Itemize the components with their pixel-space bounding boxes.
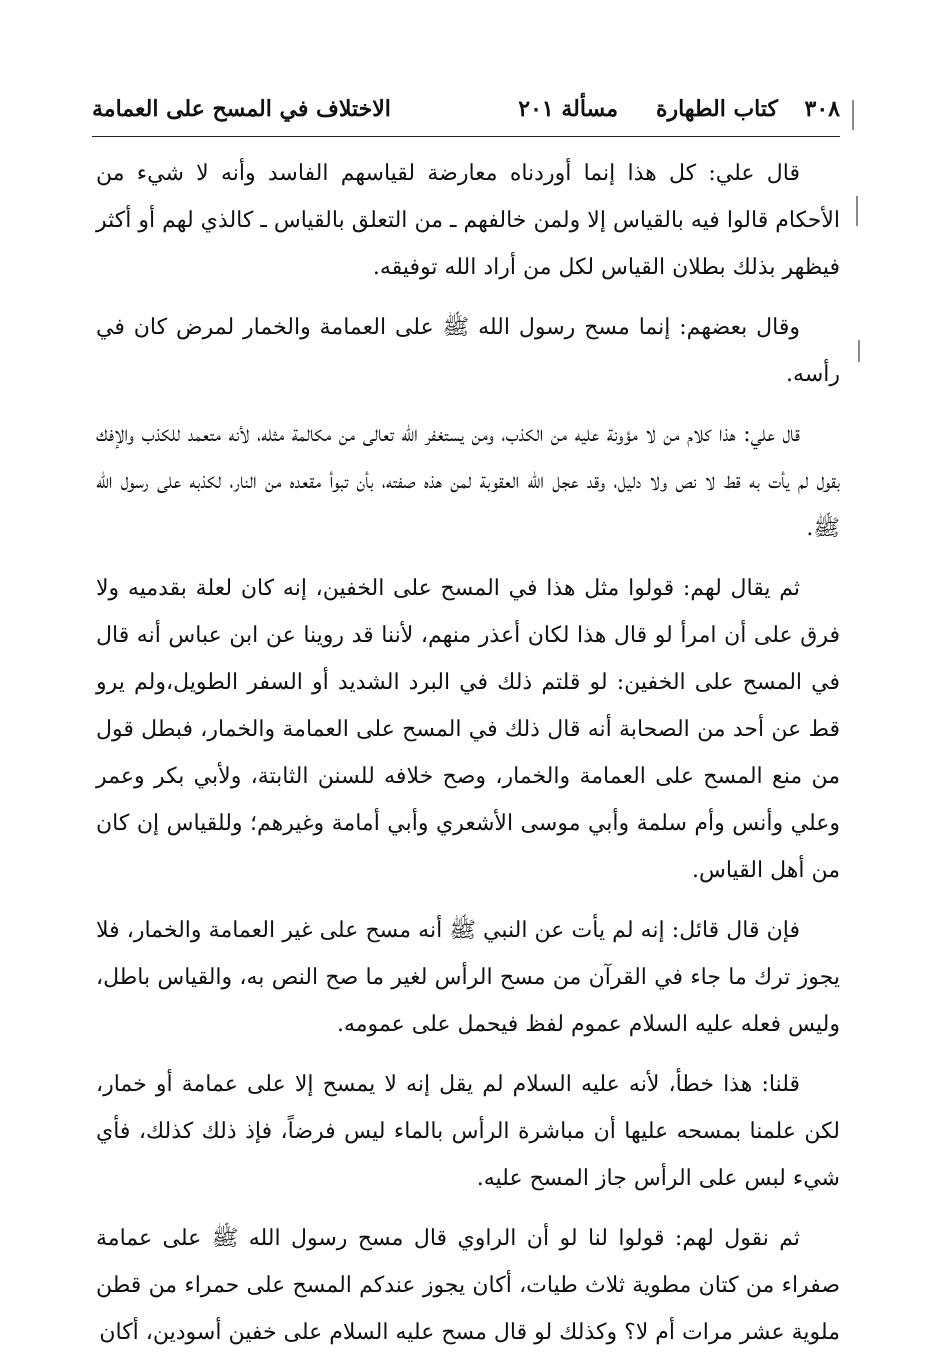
chapter-topic: الاختلاف في المسح على العمامة [92,96,391,122]
margin-mark [852,100,854,130]
paragraph: قال علي: كل هذا إنما أوردناه معارضة لقياسهم الفاسد وأنه لا شيء من الأحكام قالوا فيه بالقياس إلا ولمن خالفهم ـ من التعلق بالقياس ـ كالذي لهم أو أكثر فيظهر بذلك بطلان القياس لكل من أراد الله توفيقه. [96,161,840,280]
header-rule [92,136,840,137]
margin-mark [856,196,858,226]
paragraph: ثم يقال لهم: قولوا مثل هذا في المسح على الخفين، إنه كان لعلة بقدميه ولا فرق على أن امرأ لو قال هذا لكان أعذر منهم، لأننا قد روينا عن ابن عباس أنه قال في المسح على الخفين: لو قلتم ذلك في البرد الشديد أو السفر الطويل،ولم يرو قط عن أحد من الصحابة أنه قال ذلك في المسح على العمامة والخمار، فبطل قول من منع المسح على العمامة والخمار، وصح خلافه للسنن الثابتة، ولأبي بكر وعمر وعلي وأنس وأم سلمة وأبي موسى الأشعري وأبي أمامة وغيرهم؛ وللقياس إن كان من أهل القياس. [96,576,840,883]
paragraph: قال علي: هذا كلام من لا مؤونة عليه من الكذب، ومن يستغفر الله تعالى من مكالمة مثله، لأنه متعمد للكذب والإفك بقول لم يأت به قط لا نص ولا دليل، وقد عجل الله العقوبة لمن هذه صفته، بأن تبوأ مقعده من النار، لكذبه على رسول الله ﷺ. [96,422,840,541]
margin-mark [858,340,860,362]
paragraph: فإن قال قائل: إنه لم يأت عن النبي ﷺ أنه مسح على غير العمامة والخمار، فلا يجوز ترك ما جاء في القرآن من مسح الرأس لغير ما صح النص به، والقياس باطل، وليس فعله عليه السلام عموم لفظ فيحمل على عمومه. [96,918,840,1037]
book-title: كتاب الطهارة [655,96,778,122]
page-number: ٣٠٨ [804,96,840,122]
paragraph: وقال بعضهم: إنما مسح رسول الله ﷺ على العمامة والخمار لمرض كان في رأسه. [96,315,840,387]
paragraph: قلنا: هذا خطأ، لأنه عليه السلام لم يقل إنه لا يمسح إلا على عمامة أو خمار، لكن علمنا بمسحه عليها أن مباشرة الرأس بالماء ليس فرضاً، فإذ ذلك كذلك، فأي شيء لبس على الرأس جاز المسح عليه. [96,1072,840,1191]
paragraph: ثم نقول لهم: قولوا لنا لو أن الراوي قال مسح رسول الله ﷺ على عمامة صفراء من كتان مطوية ثلاث طيات، أكان يجوز عندكم المسح على حمراء من قطن ملوية عشر مرات أم لا؟ وكذلك لو قال مسح عليه السلام على خفين أسودين، أكان [96,1226,840,1345]
running-header [92,96,840,132]
issue-number: مسألة ٢٠١ [518,96,618,122]
main-text [96,150,840,1369]
